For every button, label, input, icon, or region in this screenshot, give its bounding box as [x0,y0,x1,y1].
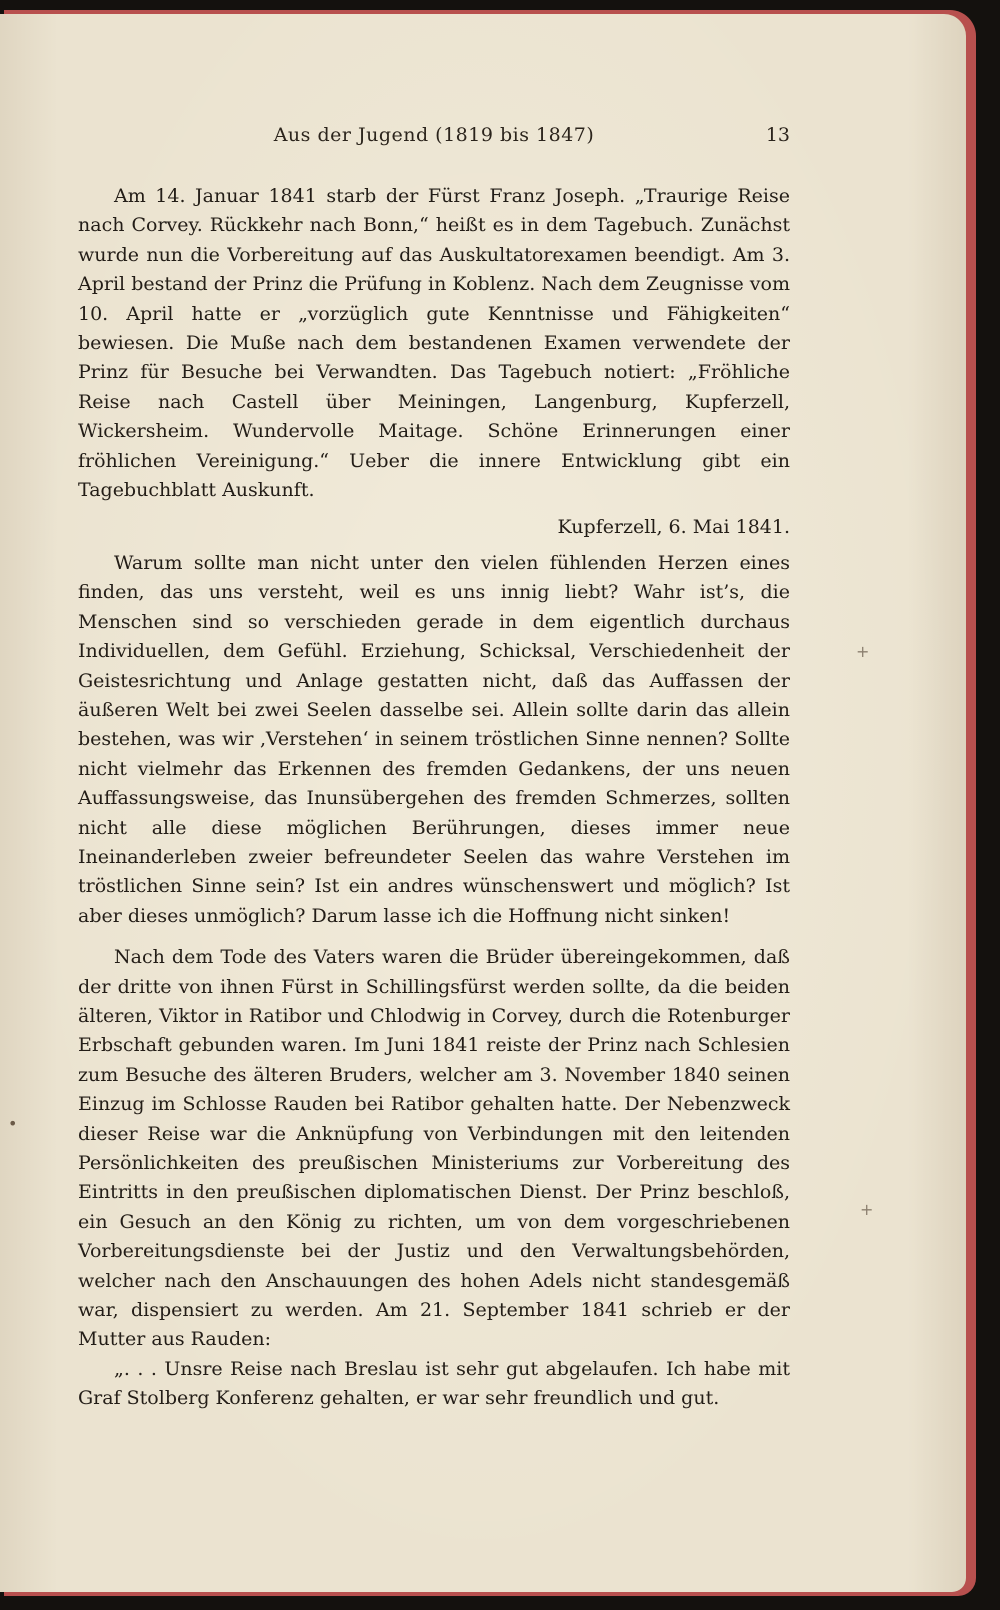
paragraph-2-diary-entry: Warum sollte man nicht unter den vielen fühlenden Herzen eines finden, das uns versteht, weil es uns innig liebt? Wahr ist’s, die Menschen sind so verschieden gerade in dem eigentlich durchaus Individuellen, dem Gefühl. Erziehung, Schicksal, Verschiedenheit der Geistesrichtung und Anlage gestatten nicht, daß das Auffassen der äußeren Welt bei zwei Seelen dasselbe sei. Allein sollte darin das allein bestehen, was wir ‚Verstehen‘ in seinem tröstlichen Sinne nennen? Sollte nicht vielmehr das Erkennen des fremden Gedankens, der uns neuen Auffassungsweise, das Inunsübergehen des fremden Schmerzes, sollten nicht alle diese möglichen Berührungen, dieses immer neue Ineinanderleben zweier befreundeter Seelen das wahre Verstehen im tröstlichen Sinne sein? Ist ein andres wünschenswert und möglich? Ist aber dieses unmöglich? Darum lasse ich die Hoffnung nicht sinken! [78,551,790,927]
margin-mark-left: • [8,1114,18,1133]
margin-mark-right-2: + [860,1200,874,1219]
running-title: Aus der Jugend (1819 bis 1847) [273,124,595,146]
page-body [78,182,790,1414]
page-number: 13 [765,124,790,146]
diary-dateline: Kupferzell, 6. Mai 1841. [557,516,790,539]
paragraph-4-letter-quote: „. . . Unsre Reise nach Breslau ist sehr gut abgelaufen. Ich habe mit Graf Stolberg Konferenz gehalten, er war sehr freundlich und gut. [78,1357,790,1410]
paragraph-3: Nach dem Tode des Vaters waren die Brüder übereingekommen, daß der dritte von ihnen Fürst in Schillingsfürst werden sollte, da die beiden älteren, Viktor in Ratibor und Chlodwig in Corvey, durch die Rotenburger Erbschaft gebunden waren. Im Juni 1841 reiste der Prinz nach Schlesien zum Besuche des älteren Bruders, welcher am 3. November 1840 seinen Einzug im Schlosse Rauden bei Ratibor gehalten hatte. Der Nebenzweck dieser Reise war die Anknüpfung von Verbindungen mit den leitenden Persönlichkeiten des preußischen Ministeriums zur Vorbereitung des Eintritts in den preußischen diplomatischen Dienst. Der Prinz beschloß, ein Gesuch an den König zu richten, um von dem vorgeschriebenen Vorbereitungsdienste bei der Justiz und den Verwaltungsbehörden, welcher nach den Anschauungen des hohen Adels nicht standesgemäß war, dispensiert zu werden. Am 21. September 1841 schrieb er der Mutter aus Rauden: [78,946,790,1351]
paragraph-1: Am 14. Januar 1841 starb der Fürst Franz Joseph. „Traurige Reise nach Corvey. Rückkehr nach Bonn,“ heißt es in dem Tagebuch. Zunächst wurde nun die Vorbereitung auf das Auskultatorexamen beendigt. Am 3. April bestand der Prinz die Prüfung in Koblenz. Nach dem Zeugnisse vom 10. April hatte er „vorzüglich gute Kenntnisse und Fähigkeiten“ bewiesen. Die Muße nach dem bestandenen Examen verwendete der Prinz für Besuche bei Verwandten. Das Tagebuch notiert: „Fröhliche Reise nach Castell über Meiningen, Langenburg, Kupferzell, Wickersheim. Wundervolle Maitage. Schöne Erinnerungen einer fröhlichen Vereinigung.“ Ueber die innere Entwicklung gibt ein Tagebuchblatt Auskunft. [78,185,790,502]
book-page [0,14,966,1592]
page-header [78,124,790,158]
margin-mark-right-1: + [856,642,870,661]
